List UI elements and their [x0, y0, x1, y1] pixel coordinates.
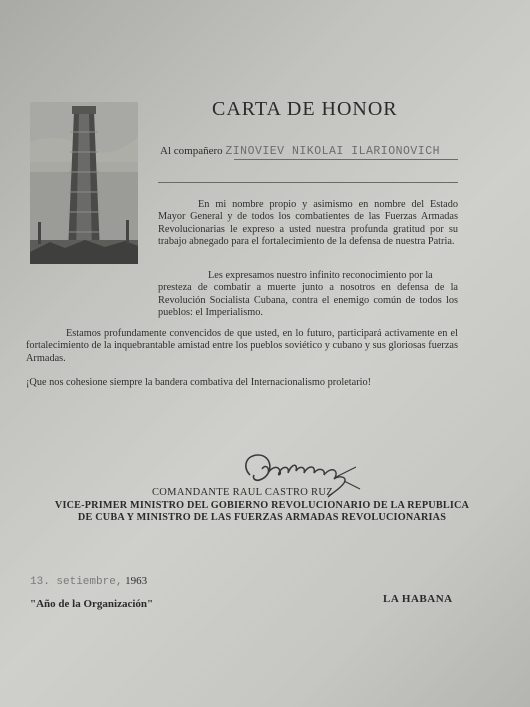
- monument-photo: [30, 102, 138, 264]
- blank-line: [158, 182, 458, 183]
- paragraph-friendship: Estamos profundamente convencidos de que usted, en lo futuro, participará activamente en el fortalecimiento de la inquebrantable amistad entre los pueblos soviético y cubano y sus gloriosas fuerzas Armadas.: [26, 328, 458, 364]
- signatory-title: [52, 500, 472, 524]
- signatory-name: COMANDANTE RAUL CASTRO RUZ: [152, 487, 333, 498]
- recipient-name: ZINOVIEV NIKOLAI ILARIONOVICH: [225, 145, 441, 158]
- date-year: 1963: [125, 575, 148, 587]
- paragraph-internationalism: ¡Que nos cohesione siempre la bandera combativa del Internacionalismo proletario!: [26, 377, 372, 388]
- recipient-line: [160, 145, 440, 158]
- signatory-title-line-1: VICE-PRIMER MINISTRO DEL GOBIERNO REVOLUCIONARIO DE LA REPUBLICA: [54, 500, 470, 511]
- date-day-month: 13. setiembre,: [30, 576, 123, 588]
- signatory-title-line-2: DE CUBA Y MINISTRO DE LAS FUERZAS ARMADAS REVOLUCIONARIAS: [77, 512, 447, 523]
- date-line: [30, 575, 147, 588]
- paragraph-recognition-first-line: Les expresamos nuestro infinito reconocimiento por la: [208, 270, 433, 281]
- paragraph-gratitude: En mi nombre propio y asimismo en nombre del Estado Mayor General y de todos los combatientes de las Fuerzas Armadas Revolucionarias le expreso a usted nuestra profunda gratitud por su trabajo abnegado para el fortalecimiento de la defensa de nuestra Patria.: [158, 199, 458, 248]
- recipient-underline: [234, 159, 458, 160]
- jose-marti-memorial-image: [30, 102, 138, 264]
- paragraph-recognition-rest: presteza de combatir a muerte junto a nosotros en defensa de la Revolución Socialista Cubana, contra el enemigo común de todos los pueblos: el Imperialismo.: [158, 282, 458, 319]
- paragraph-recognition: [26, 270, 458, 320]
- recipient-label: Al compañero: [160, 145, 223, 157]
- year-motto: "Año de la Organización": [30, 598, 154, 610]
- city-name: LA HABANA: [383, 593, 453, 605]
- page-title: CARTA DE HONOR: [212, 98, 398, 120]
